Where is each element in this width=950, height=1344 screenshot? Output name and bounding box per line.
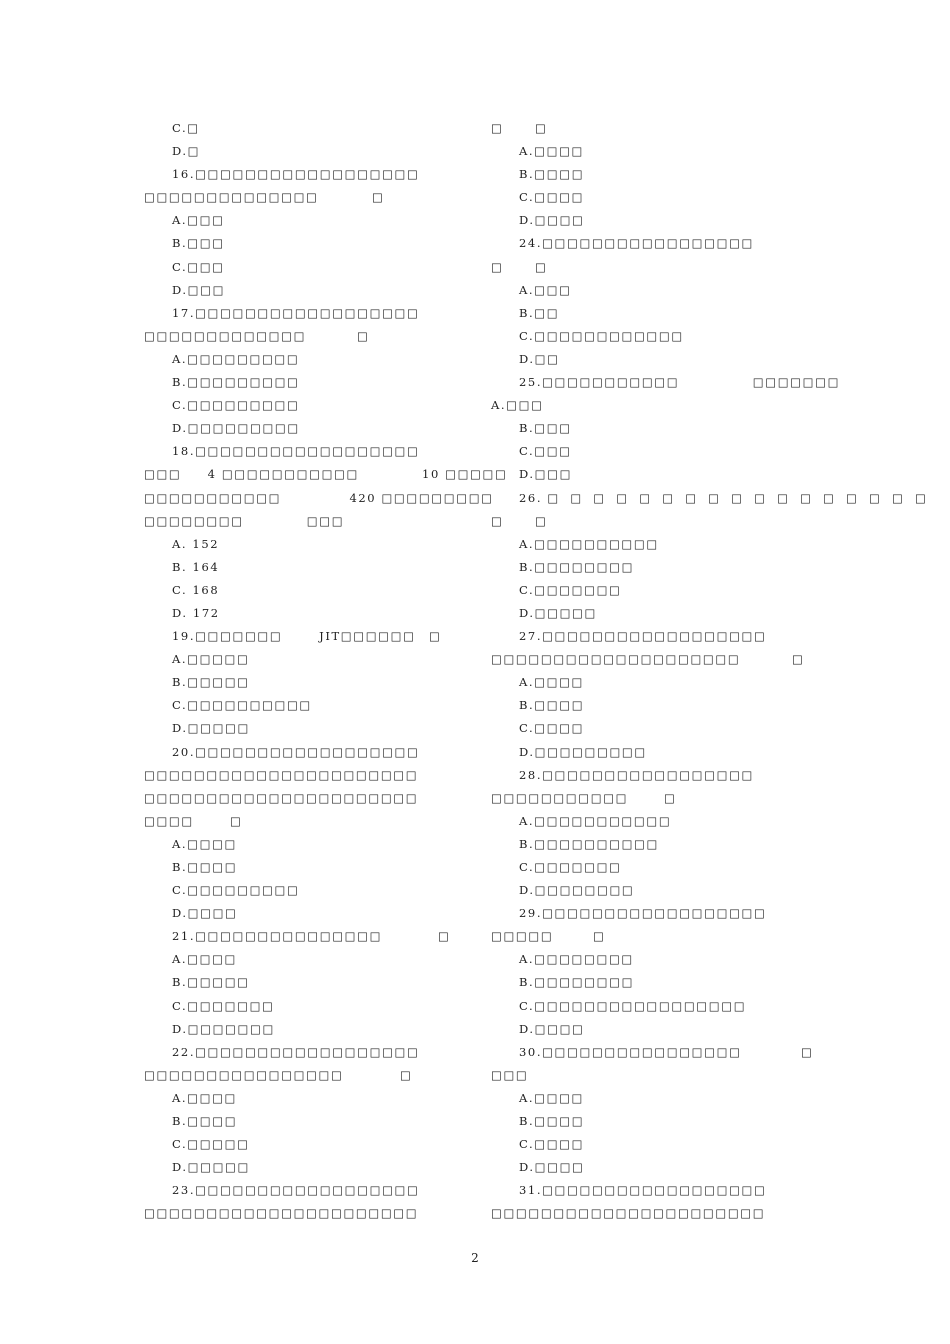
answer-option — [491, 417, 811, 440]
question-text-line — [491, 394, 811, 417]
question-stem — [491, 487, 928, 510]
question-stem — [491, 1041, 814, 1064]
line-text: □□□□□□□□□□□□□□□□□□□□□□ — [144, 790, 419, 805]
line-text: C.□□□□□□□ — [172, 998, 275, 1013]
line-text: B.□□□□□ — [172, 975, 250, 990]
question-text-line — [491, 648, 811, 671]
question-text-line — [491, 1064, 811, 1087]
answer-option — [491, 209, 811, 232]
line-text: A.□□□□ — [172, 1090, 238, 1105]
line-text: 16.□□□□□□□□□□□□□□□□□□ — [172, 167, 420, 182]
question-stem — [144, 302, 474, 325]
left-column — [144, 117, 508, 1226]
line-text: D. 172 — [172, 605, 220, 620]
line-text: D.□□□ — [172, 282, 226, 297]
question-text-line — [144, 1064, 474, 1087]
question-stem — [144, 1041, 474, 1064]
question-stem — [491, 764, 811, 787]
answer-option — [491, 556, 811, 579]
question-text-line — [144, 787, 474, 810]
question-text-line — [144, 487, 494, 510]
question-stem — [144, 1179, 474, 1202]
answer-option — [144, 1087, 474, 1110]
line-text: 20.□□□□□□□□□□□□□□□□□□ — [172, 744, 420, 759]
question-stem — [144, 741, 474, 764]
line-text: B.□□□□ — [172, 1114, 238, 1129]
answer-option — [491, 302, 811, 325]
answer-option — [491, 971, 811, 994]
line-text: C.□□□□ — [519, 190, 585, 205]
answer-option — [491, 1018, 811, 1041]
answer-blank: □ — [535, 259, 548, 274]
answer-blank: □ — [664, 790, 677, 805]
line-text: D.□ — [172, 144, 201, 159]
answer-option — [491, 810, 811, 833]
line-text: C.□□□□□□□□□ — [172, 398, 300, 413]
question-stem — [144, 440, 474, 463]
answer-blank: □ — [429, 629, 442, 644]
line-text: □□□□□□□□□□□□□ — [144, 328, 307, 343]
line-text: B.□□ — [519, 305, 560, 320]
line-text: A.□□□ — [491, 398, 544, 413]
answer-blank: □ — [438, 929, 451, 944]
line-text: A.□□□ — [172, 213, 225, 228]
question-stem — [491, 625, 811, 648]
answer-option — [491, 671, 811, 694]
line-text: A.□□□□□ — [172, 652, 250, 667]
answer-option — [491, 879, 811, 902]
answer-option — [144, 1018, 474, 1041]
answer-option — [491, 741, 811, 764]
answer-option — [144, 717, 474, 740]
answer-option — [491, 602, 811, 625]
question-stem — [491, 232, 811, 255]
question-stem — [144, 625, 474, 648]
answer-option — [144, 1156, 474, 1179]
answer-blank: □ — [593, 929, 606, 944]
answer-option — [144, 948, 474, 971]
line-text: 27.□□□□□□□□□□□□□□□□□□ — [519, 629, 767, 644]
answer-option — [144, 602, 474, 625]
line-text: D.□□□□ — [172, 906, 238, 921]
line-text: □□□□□□□□□□□□□□□□□□□□□□ — [144, 1206, 419, 1221]
line-text: B.□□□□□□□□ — [519, 559, 635, 574]
line-text: B.□□□□□□□□□□ — [519, 836, 659, 851]
line-text: A.□□□□ — [519, 144, 585, 159]
question-stem — [491, 1179, 811, 1202]
answer-option — [144, 209, 474, 232]
line-text: B.□□□□ — [519, 1114, 585, 1129]
line-text: A.□□□□□□□□□ — [172, 351, 300, 366]
line-text: B.□□□□ — [172, 860, 238, 874]
line-text: C.□□□□ — [519, 721, 585, 736]
answer-option — [491, 856, 811, 879]
line-text: D.□□□□□□□ — [172, 1021, 275, 1036]
line-text: □□□□□□□□□□□□□□□□□□□□ — [491, 652, 741, 667]
question-text-line — [491, 117, 811, 140]
line-text: □□□□□ — [491, 929, 554, 944]
question-text-line — [144, 1202, 474, 1225]
line-text: □□□□□□□□ □□□ — [144, 513, 345, 528]
answer-option — [491, 1133, 811, 1156]
answer-option — [144, 117, 474, 140]
line-text: C.□□□□□ — [172, 1137, 250, 1152]
line-text: C.□□□□□□□ — [519, 582, 622, 597]
answer-option — [491, 694, 811, 717]
answer-option — [144, 856, 474, 879]
answer-option — [144, 879, 474, 902]
line-text: B.□□□ — [519, 421, 572, 436]
line-text: 25.□□□□□□□□□□□ □□□□□□□ — [519, 375, 841, 390]
line-text: □□□□□□□□□□□ 420 □□□□□□□□□ — [144, 490, 494, 505]
line-text: □□□□□□□□□□□□□□ — [144, 190, 319, 205]
line-text: D.□□□□ — [519, 1021, 585, 1036]
answer-blank: □ — [357, 328, 370, 343]
answer-option — [491, 186, 811, 209]
answer-option — [491, 440, 811, 463]
line-text: 22.□□□□□□□□□□□□□□□□□□ — [172, 1044, 420, 1059]
line-text: □□□□□□□□□□□□□□□□□□□□□□ — [144, 767, 419, 782]
answer-option — [144, 671, 474, 694]
question-stem — [491, 902, 811, 925]
question-text-line — [144, 463, 508, 486]
line-text: A.□□□□ — [519, 675, 585, 690]
line-text: 30.□□□□□□□□□□□□□□□□ — [519, 1044, 742, 1059]
line-text: D.□□ — [519, 351, 560, 366]
question-text-line — [491, 256, 811, 279]
question-text-line — [144, 186, 474, 209]
answer-option — [491, 833, 811, 856]
answer-option — [491, 533, 811, 556]
answer-option — [144, 1110, 474, 1133]
line-text: B.□□□□□□□□ — [519, 975, 635, 990]
answer-option — [144, 995, 474, 1018]
answer-option — [491, 325, 811, 348]
question-text-line — [491, 1202, 811, 1225]
answer-option — [491, 948, 811, 971]
line-text: □□□□ — [144, 813, 194, 828]
line-text: B.□□□□□□□□□ — [172, 375, 300, 390]
line-text: B.□□□□□ — [172, 675, 250, 690]
line-text: 31.□□□□□□□□□□□□□□□□□□ — [519, 1183, 767, 1198]
line-text: □□□ — [491, 1067, 529, 1082]
line-text: □ — [491, 121, 504, 135]
question-text-line — [144, 325, 474, 348]
answer-option — [491, 140, 811, 163]
question-stem — [144, 163, 474, 186]
line-text: B.□□□□ — [519, 698, 585, 713]
line-text: B.□□□□ — [519, 167, 585, 182]
answer-option — [491, 1156, 811, 1179]
line-text: C.□□□□□□□□□□□□□□□□□ — [519, 998, 747, 1013]
line-text: 24.□□□□□□□□□□□□□□□□□ — [519, 236, 755, 251]
line-text: □□□□□□□□□□□ — [491, 790, 629, 805]
line-text: C.□□□□□□□□□ — [172, 883, 300, 898]
line-text: A. 152 — [172, 536, 220, 551]
answer-option — [144, 417, 474, 440]
line-text: 21.□□□□□□□□□□□□□□□ — [172, 929, 383, 944]
answer-option — [491, 279, 811, 302]
line-text: D.□□□□□ — [172, 721, 250, 736]
answer-option — [491, 717, 811, 740]
answer-option — [144, 1133, 474, 1156]
answer-option — [144, 394, 474, 417]
line-text: □ — [491, 513, 504, 528]
answer-option — [144, 556, 474, 579]
answer-blank: □ — [535, 513, 548, 528]
line-text: D.□□□□□□□□ — [519, 883, 635, 898]
line-text: 18.□□□□□□□□□□□□□□□□□□ — [172, 444, 420, 459]
answer-option — [144, 694, 474, 717]
page-number: 2 — [471, 1251, 479, 1265]
line-text: C.□□□□□□□□□□ — [172, 698, 312, 713]
answer-blank: □ — [792, 652, 805, 667]
answer-option — [491, 348, 811, 371]
question-text-line — [144, 510, 474, 533]
line-text: A.□□□□ — [172, 952, 238, 967]
line-text: □□□□□□□□□□□□□□□□ — [144, 1067, 344, 1082]
line-text: 17.□□□□□□□□□□□□□□□□□□ — [172, 305, 420, 320]
question-text-line — [491, 510, 811, 533]
line-text: D.□□□□□□□□□ — [519, 744, 647, 759]
answer-blank: □ — [801, 1044, 814, 1059]
line-text: D.□□□□ — [519, 1160, 585, 1175]
line-text: C.□ — [172, 121, 200, 135]
line-text: C.□□□ — [172, 259, 225, 274]
answer-blank: □ — [230, 813, 243, 828]
answer-option — [144, 256, 474, 279]
question-stem — [491, 371, 841, 394]
answer-option — [491, 579, 811, 602]
answer-option — [144, 279, 474, 302]
line-text: □□□ 4 □□□□□□□□□□□ 10 □□□□□ — [144, 467, 508, 482]
answer-option — [491, 995, 811, 1018]
answer-option — [491, 1110, 811, 1133]
answer-option — [144, 140, 474, 163]
answer-option — [144, 971, 474, 994]
question-stem — [144, 925, 474, 948]
line-text: D.□□□□□ — [172, 1160, 250, 1175]
answer-option — [144, 533, 474, 556]
answer-option — [144, 579, 474, 602]
question-text-line — [491, 925, 811, 948]
answer-option — [491, 163, 811, 186]
line-text: A.□□□□□□□□□□ — [519, 536, 659, 551]
line-text: 19.□□□□□□□ JIT□□□□□□ — [172, 629, 416, 644]
answer-option — [491, 1087, 811, 1110]
line-text: C. 168 — [172, 582, 220, 597]
line-text: 28.□□□□□□□□□□□□□□□□□ — [519, 767, 755, 782]
question-text-line — [491, 787, 811, 810]
answer-option — [491, 463, 811, 486]
line-text: D.□□□□ — [519, 213, 585, 228]
line-text: A.□□□□ — [519, 1090, 585, 1105]
line-text: 23.□□□□□□□□□□□□□□□□□□ — [172, 1183, 420, 1198]
answer-blank: □ — [372, 190, 385, 205]
right-column — [491, 117, 928, 1226]
line-text: D.□□□ — [519, 467, 573, 482]
line-text: 29.□□□□□□□□□□□□□□□□□□ — [519, 906, 767, 921]
answer-option — [144, 902, 474, 925]
line-text: C.□□□□ — [519, 1137, 585, 1152]
answer-option — [144, 833, 474, 856]
question-text-line — [144, 764, 474, 787]
line-text: □□□□□□□□□□□□□□□□□□□□□□ — [491, 1206, 766, 1221]
line-text: A.□□□ — [519, 282, 572, 297]
answer-option — [144, 348, 474, 371]
line-text: A.□□□□□□□□□□□ — [519, 813, 672, 828]
answer-blank: □ — [400, 1067, 413, 1082]
line-text: C.□□□□□□□ — [519, 860, 622, 874]
answer-option — [144, 232, 474, 255]
line-text: C.□□□□□□□□□□□□ — [519, 328, 684, 343]
line-text: D.□□□□□ — [519, 605, 597, 620]
question-text-line — [144, 810, 474, 833]
line-text: A.□□□□ — [172, 836, 238, 851]
line-text: B. 164 — [172, 559, 220, 574]
answer-option — [144, 648, 474, 671]
line-text: 26. □ □ □ □ □ □ □ □ □ □ □ □ □ □ □ □ □ — [519, 490, 928, 505]
line-text: D.□□□□□□□□□ — [172, 421, 300, 436]
line-text: C.□□□ — [519, 444, 572, 459]
line-text: A.□□□□□□□□ — [519, 952, 634, 967]
line-text: □ — [491, 259, 504, 274]
answer-blank: □ — [535, 121, 548, 135]
line-text: B.□□□ — [172, 236, 225, 251]
answer-option — [144, 371, 474, 394]
